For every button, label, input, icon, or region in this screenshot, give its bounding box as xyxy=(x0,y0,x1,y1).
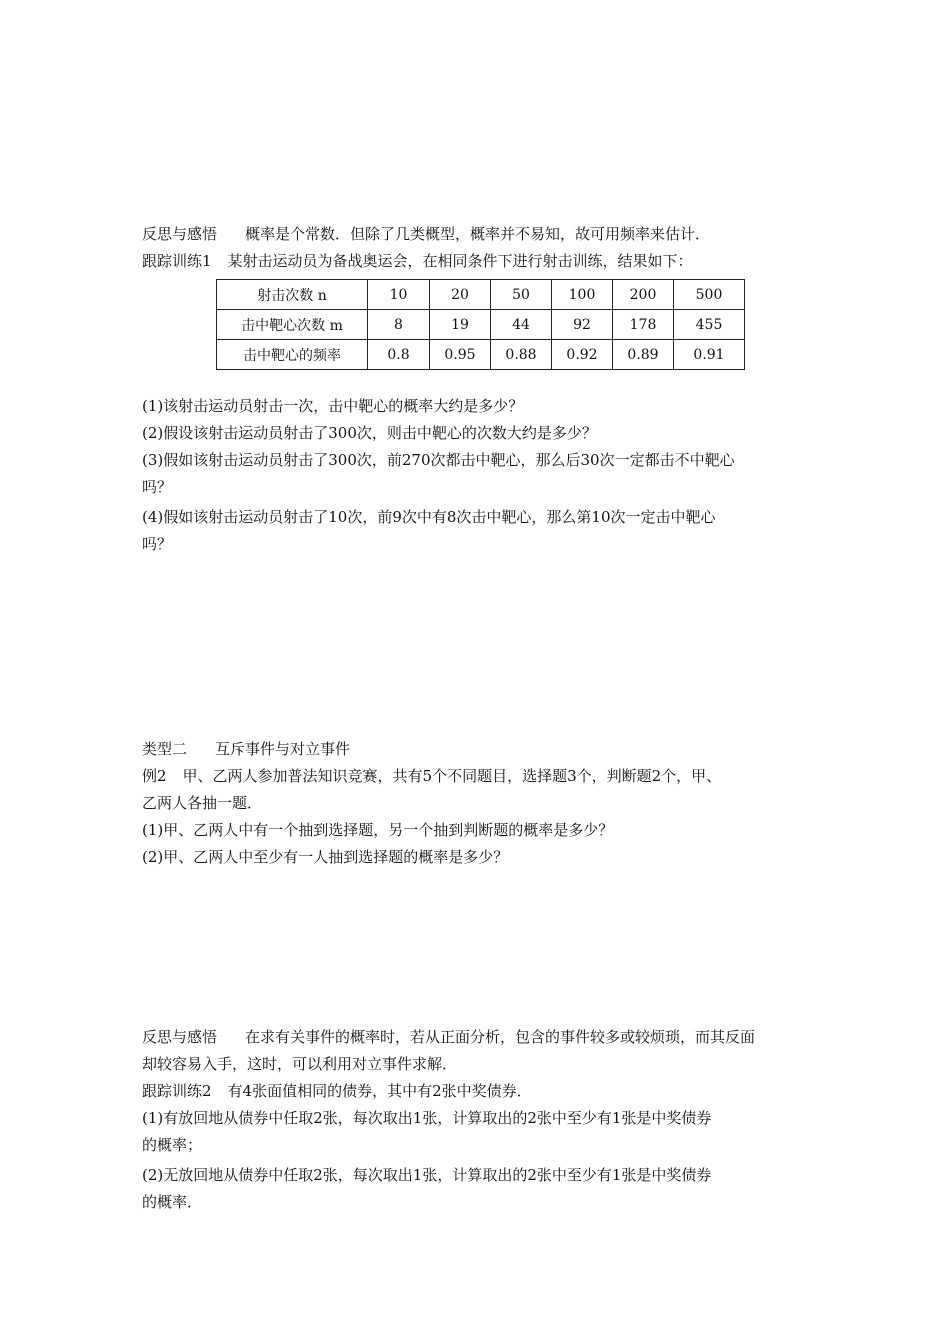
table-cell: 20 xyxy=(430,280,491,310)
table-cell: 455 xyxy=(674,310,745,340)
training-2-question-1-line-1: (1)有放回地从债券中任取2张，每次取出1张，计算取出的2张中至少有1张是中奖债券 xyxy=(142,1109,712,1127)
reflection-label: 反思与感悟 xyxy=(142,1028,218,1046)
table-cell: 10 xyxy=(368,280,430,310)
table-cell: 0.88 xyxy=(491,340,552,370)
table-cell: 0.8 xyxy=(368,340,430,370)
training-2-question-2-line-2: 的概率． xyxy=(142,1193,203,1211)
table-row-header: 击中靶心次数 m xyxy=(217,310,368,340)
example-question-1: (1)甲、乙两人中有一个抽到选择题，另一个抽到判断题的概率是多少？ xyxy=(142,821,614,839)
training-2-intro xyxy=(142,1081,532,1101)
table-cell: 0.91 xyxy=(674,340,745,370)
table-cell: 0.89 xyxy=(613,340,674,370)
table-cell: 8 xyxy=(368,310,430,340)
table-cell: 100 xyxy=(552,280,613,310)
table-cell: 0.92 xyxy=(552,340,613,370)
reflection-text: 概率是个常数．但除了几类概型，概率并不易知，故可用频率来估计． xyxy=(245,225,711,243)
example-label: 例2 xyxy=(142,767,167,785)
table-row xyxy=(217,280,745,310)
table-cell: 50 xyxy=(491,280,552,310)
table-row-header: 击中靶心的频率 xyxy=(217,340,368,370)
reflection-paragraph-2 xyxy=(142,1027,755,1047)
example-2-line-1 xyxy=(142,766,721,786)
training-intro-text: 有4张面值相同的债券，其中有2张中奖债券． xyxy=(227,1082,532,1100)
reflection-text: 在求有关事件的概率时，若从正面分析，包含的事件较多或较烦琐，而其反面 xyxy=(245,1028,756,1046)
training-2-question-2-line-1: (2)无放回地从债券中任取2张，每次取出1张，计算取出的2张中至少有1张是中奖债券 xyxy=(142,1166,712,1184)
example-text: 甲、乙两人参加普法知识竞赛，共有5个不同题目，选择题3个，判断题2个，甲、 xyxy=(182,767,722,785)
table-cell: 19 xyxy=(430,310,491,340)
section-heading xyxy=(142,739,350,759)
table-cell: 92 xyxy=(552,310,613,340)
example-question-2: (2)甲、乙两人中至少有一人抽到选择题的概率是多少？ xyxy=(142,848,509,866)
shooting-results-table xyxy=(216,279,745,370)
question-1: (1)该射击运动员射击一次，击中靶心的概率大约是多少？ xyxy=(142,397,524,415)
table-cell: 200 xyxy=(613,280,674,310)
training-intro-text: 某射击运动员为备战奥运会，在相同条件下进行射击训练，结果如下： xyxy=(227,252,693,270)
example-2-line-2: 乙两人各抽一题． xyxy=(142,794,263,812)
question-4-line-2: 吗？ xyxy=(142,535,173,553)
table-cell: 44 xyxy=(491,310,552,340)
table-row xyxy=(217,340,745,370)
section-label: 类型二 xyxy=(142,740,188,758)
table-cell: 0.95 xyxy=(430,340,491,370)
training-2-question-1-line-2: 的概率； xyxy=(142,1136,203,1154)
reflection-label: 反思与感悟 xyxy=(142,225,218,243)
table-cell: 178 xyxy=(613,310,674,340)
question-2: (2)假设该射击运动员射击了300次，则击中靶心的次数大约是多少？ xyxy=(142,424,597,442)
section-title: 互斥事件与对立事件 xyxy=(215,740,351,758)
table-row xyxy=(217,310,745,340)
training-label: 跟踪训练2 xyxy=(142,1082,212,1100)
reflection-paragraph-2-line-2: 却较容易入手，这时，可以利用对立事件求解． xyxy=(142,1055,458,1073)
question-3-line-2: 吗？ xyxy=(142,478,173,496)
question-3-line-1: (3)假如该射击运动员射击了300次，前270次都击中靶心，那么后30次一定都击不中靶心 xyxy=(142,451,735,469)
training-label: 跟踪训练1 xyxy=(142,252,212,270)
table-cell: 500 xyxy=(674,280,745,310)
training-1-intro xyxy=(142,251,693,271)
question-4-line-1: (4)假如该射击运动员射击了10次，前9次中有8次击中靶心，那么第10次一定击中靶心 xyxy=(142,508,716,526)
table-row-header: 射击次数 n xyxy=(217,280,368,310)
reflection-paragraph-1 xyxy=(142,224,710,244)
